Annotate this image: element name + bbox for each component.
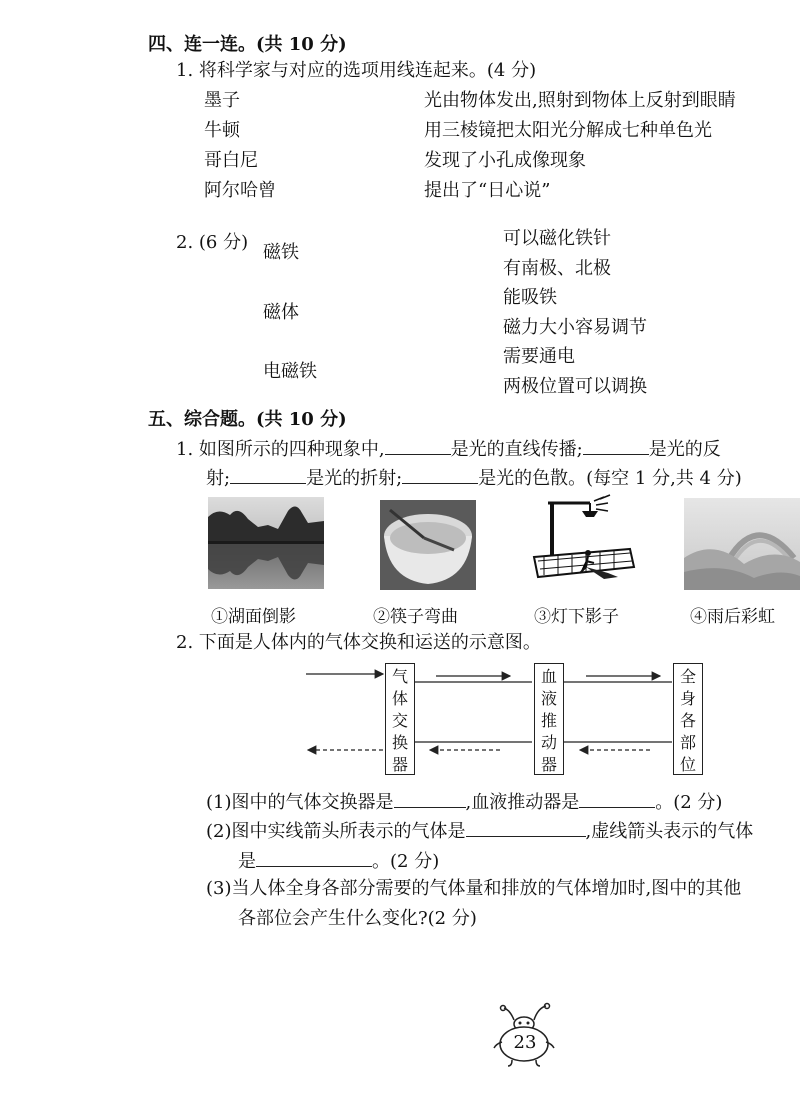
box-label-text: 气体交换器 (391, 667, 408, 774)
s5-q2-sub3: (3)当人体全身各部分需要的气体量和排放的气体增加时,图中的其他 (206, 878, 742, 899)
magnet-type-item[interactable]: 磁体 (263, 302, 299, 323)
answer-blank[interactable] (579, 789, 655, 808)
property-item[interactable]: 可以磁化铁针 (503, 228, 611, 249)
sub-text: (2)图中实线箭头所表示的气体是 (206, 821, 466, 842)
scientist-item[interactable]: 哥白尼 (204, 150, 258, 171)
bent-chopstick-photo (380, 500, 476, 590)
sub-text: 。(2 分) (372, 851, 440, 872)
magnet-type-item[interactable]: 电磁铁 (263, 361, 317, 382)
property-item[interactable]: 需要通电 (503, 346, 575, 367)
s5-q2-prompt: 2. 下面是人体内的气体交换和运送的示意图。 (176, 632, 541, 653)
answer-blank[interactable] (256, 848, 372, 867)
sub-text: ,虚线箭头表示的气体 (585, 821, 754, 842)
achievement-item[interactable]: 提出了“日心说” (424, 180, 551, 201)
s5-q2-sub3-cont: 各部位会产生什么变化?(2 分) (238, 908, 477, 929)
scientist-item[interactable]: 牛顿 (204, 120, 240, 141)
answer-blank[interactable] (230, 465, 306, 484)
magnet-type-item[interactable]: 磁铁 (263, 242, 299, 263)
answer-blank[interactable] (583, 436, 649, 455)
achievement-item[interactable]: 发现了小孔成像现象 (424, 150, 586, 171)
q1-prompt: 1. 将科学家与对应的选项用线连起来。(4 分) (176, 60, 537, 81)
s5-q1-text: 1. 如图所示的四种现象中, (176, 439, 385, 460)
box-label (674, 664, 702, 776)
section4-heading: 四、连一连。(共 10 分) (148, 34, 347, 55)
s5-q1-text: 是光的反 (648, 439, 721, 460)
scientist-item[interactable]: 墨子 (204, 90, 240, 111)
answer-blank[interactable] (402, 465, 478, 484)
s5-q1-text: 射; (206, 468, 231, 489)
s5-q2-sub2-cont (238, 848, 439, 873)
blood-pump-box (534, 663, 564, 775)
scientist-item[interactable]: 阿尔哈曾 (204, 180, 276, 201)
property-item[interactable]: 能吸铁 (503, 287, 557, 308)
property-item[interactable]: 有南极、北极 (503, 258, 611, 279)
s5-q1-line1 (176, 436, 721, 461)
s5-q2-sub1 (206, 789, 722, 814)
box-label (386, 664, 414, 776)
rainbow-photo (684, 498, 800, 590)
photo-caption: ④雨后彩虹 (690, 607, 775, 627)
sub-text: 是 (238, 851, 256, 872)
s5-q1-text: 是光的直线传播; (450, 439, 583, 460)
sub-text: 。(2 分) (655, 792, 723, 813)
page-number: 23 (513, 1032, 537, 1053)
gas-exchange-diagram (290, 660, 730, 780)
property-item[interactable]: 磁力大小容易调节 (503, 317, 647, 338)
sub-text: (1)图中的气体交换器是 (206, 792, 394, 813)
photo-caption: ②筷子弯曲 (373, 607, 458, 627)
achievement-item[interactable]: 用三棱镜把太阳光分解成七种单色光 (424, 120, 712, 141)
s5-q1-text: 是光的折射; (306, 468, 403, 489)
answer-blank[interactable] (466, 818, 586, 837)
photo-caption: ③灯下影子 (534, 607, 619, 627)
property-item[interactable]: 两极位置可以调换 (503, 376, 647, 397)
box-label-text: 全身各部位 (679, 667, 696, 774)
achievement-item[interactable]: 光由物体发出,照射到物体上反射到眼睛 (424, 90, 736, 111)
whole-body-box (673, 663, 703, 775)
answer-blank[interactable] (385, 436, 451, 455)
sub-text: ,血液推动器是 (465, 792, 580, 813)
box-label-text: 血液推动器 (540, 667, 557, 774)
gas-exchanger-box (385, 663, 415, 775)
section5-heading: 五、综合题。(共 10 分) (148, 409, 347, 430)
s5-q1-line2 (206, 465, 742, 490)
q2-prompt: 2. (6 分) (176, 232, 249, 253)
s5-q2-sub2 (206, 818, 753, 843)
s5-q1-text: 是光的色散。(每空 1 分,共 4 分) (478, 468, 742, 489)
photo-caption: ①湖面倒影 (211, 607, 296, 627)
answer-blank[interactable] (394, 789, 466, 808)
lake-reflection-photo (208, 497, 324, 589)
page-number-badge (490, 998, 560, 1068)
box-label (535, 664, 563, 776)
lamp-shadow-drawing (530, 493, 640, 591)
